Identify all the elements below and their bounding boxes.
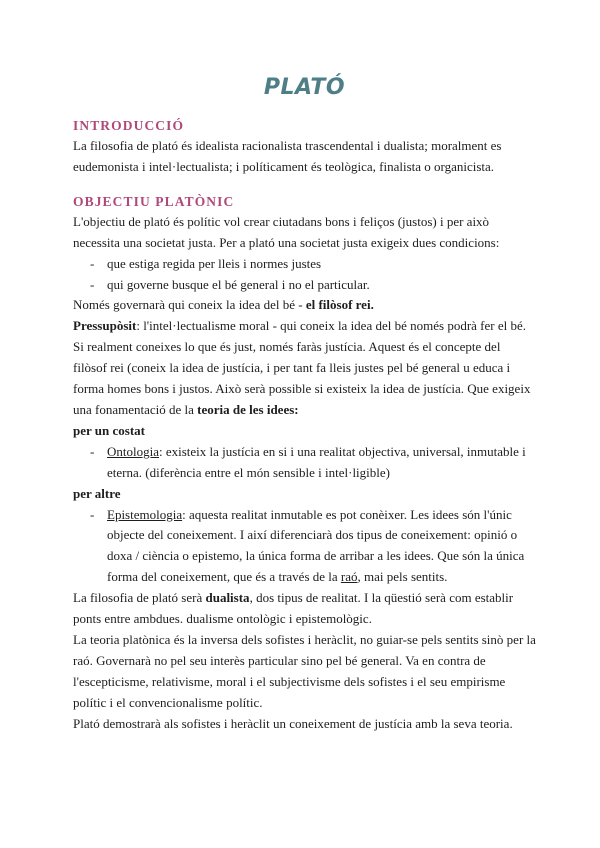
governance-paragraph [73,295,536,316]
ontologia-label: Ontologia [107,443,159,459]
ontologia-text: : existeix la justícia en si i una realitat objectiva, universal, inmutable i eterna. (diferència entre el món sensible i intel·ligible) [107,443,526,480]
epistemologia-text-2: , mai pels sentits. [357,569,448,585]
epistemologia-text-1: : aquesta realitat inmutable es pot conèixer. Les idees són l'únic objecte del coneixement. I així diferenciarà dos tipus de coneixement: opinió o doxa / ciència o epistemo, la única forma de arribar a les idees. Que són la única forma del coneixement, que és a través de la [107,506,525,585]
intro-paragraph: La filosofia de plató és idealista racionalista trascendental i dualista; moralment es eudemonista i intel·lectualista; i políticament és teològica, finalista o organicista. [73,138,502,174]
dualista-bold: dualista [205,590,250,606]
ontologia-item [73,442,536,484]
dualista-text-2: , dos tipus de realitat. I la qüestió serà com establir ponts entre ambdues. dualisme ontològic i epistemològic. [73,590,514,627]
pressuposit-text: : l'intel·lectualisme moral - qui coneix la idea del bé només podrà fer el bé. Si realment coneixes lo que és just, només faràs justícia. Aquest és el concepte del filòsof rei (coneix la idea de justícia, i per tant fa lleis justes pel bé general u educa i forma homes bons i justos. Això serà possible si existeix la idea de justícia. Que exigeix una fonamentació de la [73,318,531,417]
dualista-text-1: La filosofia de plató serà [73,590,206,606]
final-paragraph: Plató demostrarà als sofistes i heràclit un coneixement de justícia amb la seva teoria. [73,715,513,731]
epistemologia-item [73,505,536,589]
objectiu-paragraph: L'objectiu de plató és polític vol crear ciutadans bons i feliços (justos) i per això necessita una societat justa. Per a plató una societat justa exigeix dues condicions: [73,213,500,250]
per-un-costat-label [73,421,536,442]
objectiu-heading: OBJECTIU PLATÒNIC [73,193,235,209]
dualista-paragraph [73,588,536,630]
page-title: PLATÓ [263,75,346,100]
intro-heading: INTRODUCCIÓ [73,118,185,133]
condition-item-2: - qui governe busque el bé general i no el particular. [73,275,536,296]
epistemologia-label: Epistemologia [107,506,183,522]
pressuposit-label: Pressupòsit [73,318,137,334]
governance-text: Només governarà qui coneix la idea del bé - [73,297,306,313]
per-altre-label [73,484,536,505]
per-altre-text: per altre [73,485,121,501]
per-un-costat-text: per un costat [73,422,145,438]
pressuposit-paragraph [73,316,536,421]
rao-word: raó [340,569,358,585]
governance-bold: el filòsof rei. [305,297,374,313]
inversa-paragraph: La teoria platònica és la inversa dels sofistes i heràclit, no guiar-se pels sentits sinò per la raó. Governarà no pel seu interès particular sino pel bé general. Va en contra de l'escepticisme, relativisme, moral i el subjectivisme dels sofistes i el seu empirisme polític i el convencionalisme polític. [73,631,536,710]
condition-item-1: - que estiga regida per lleis i normes justes [73,254,536,275]
pressuposit-bold: teoria de les idees: [197,401,299,417]
